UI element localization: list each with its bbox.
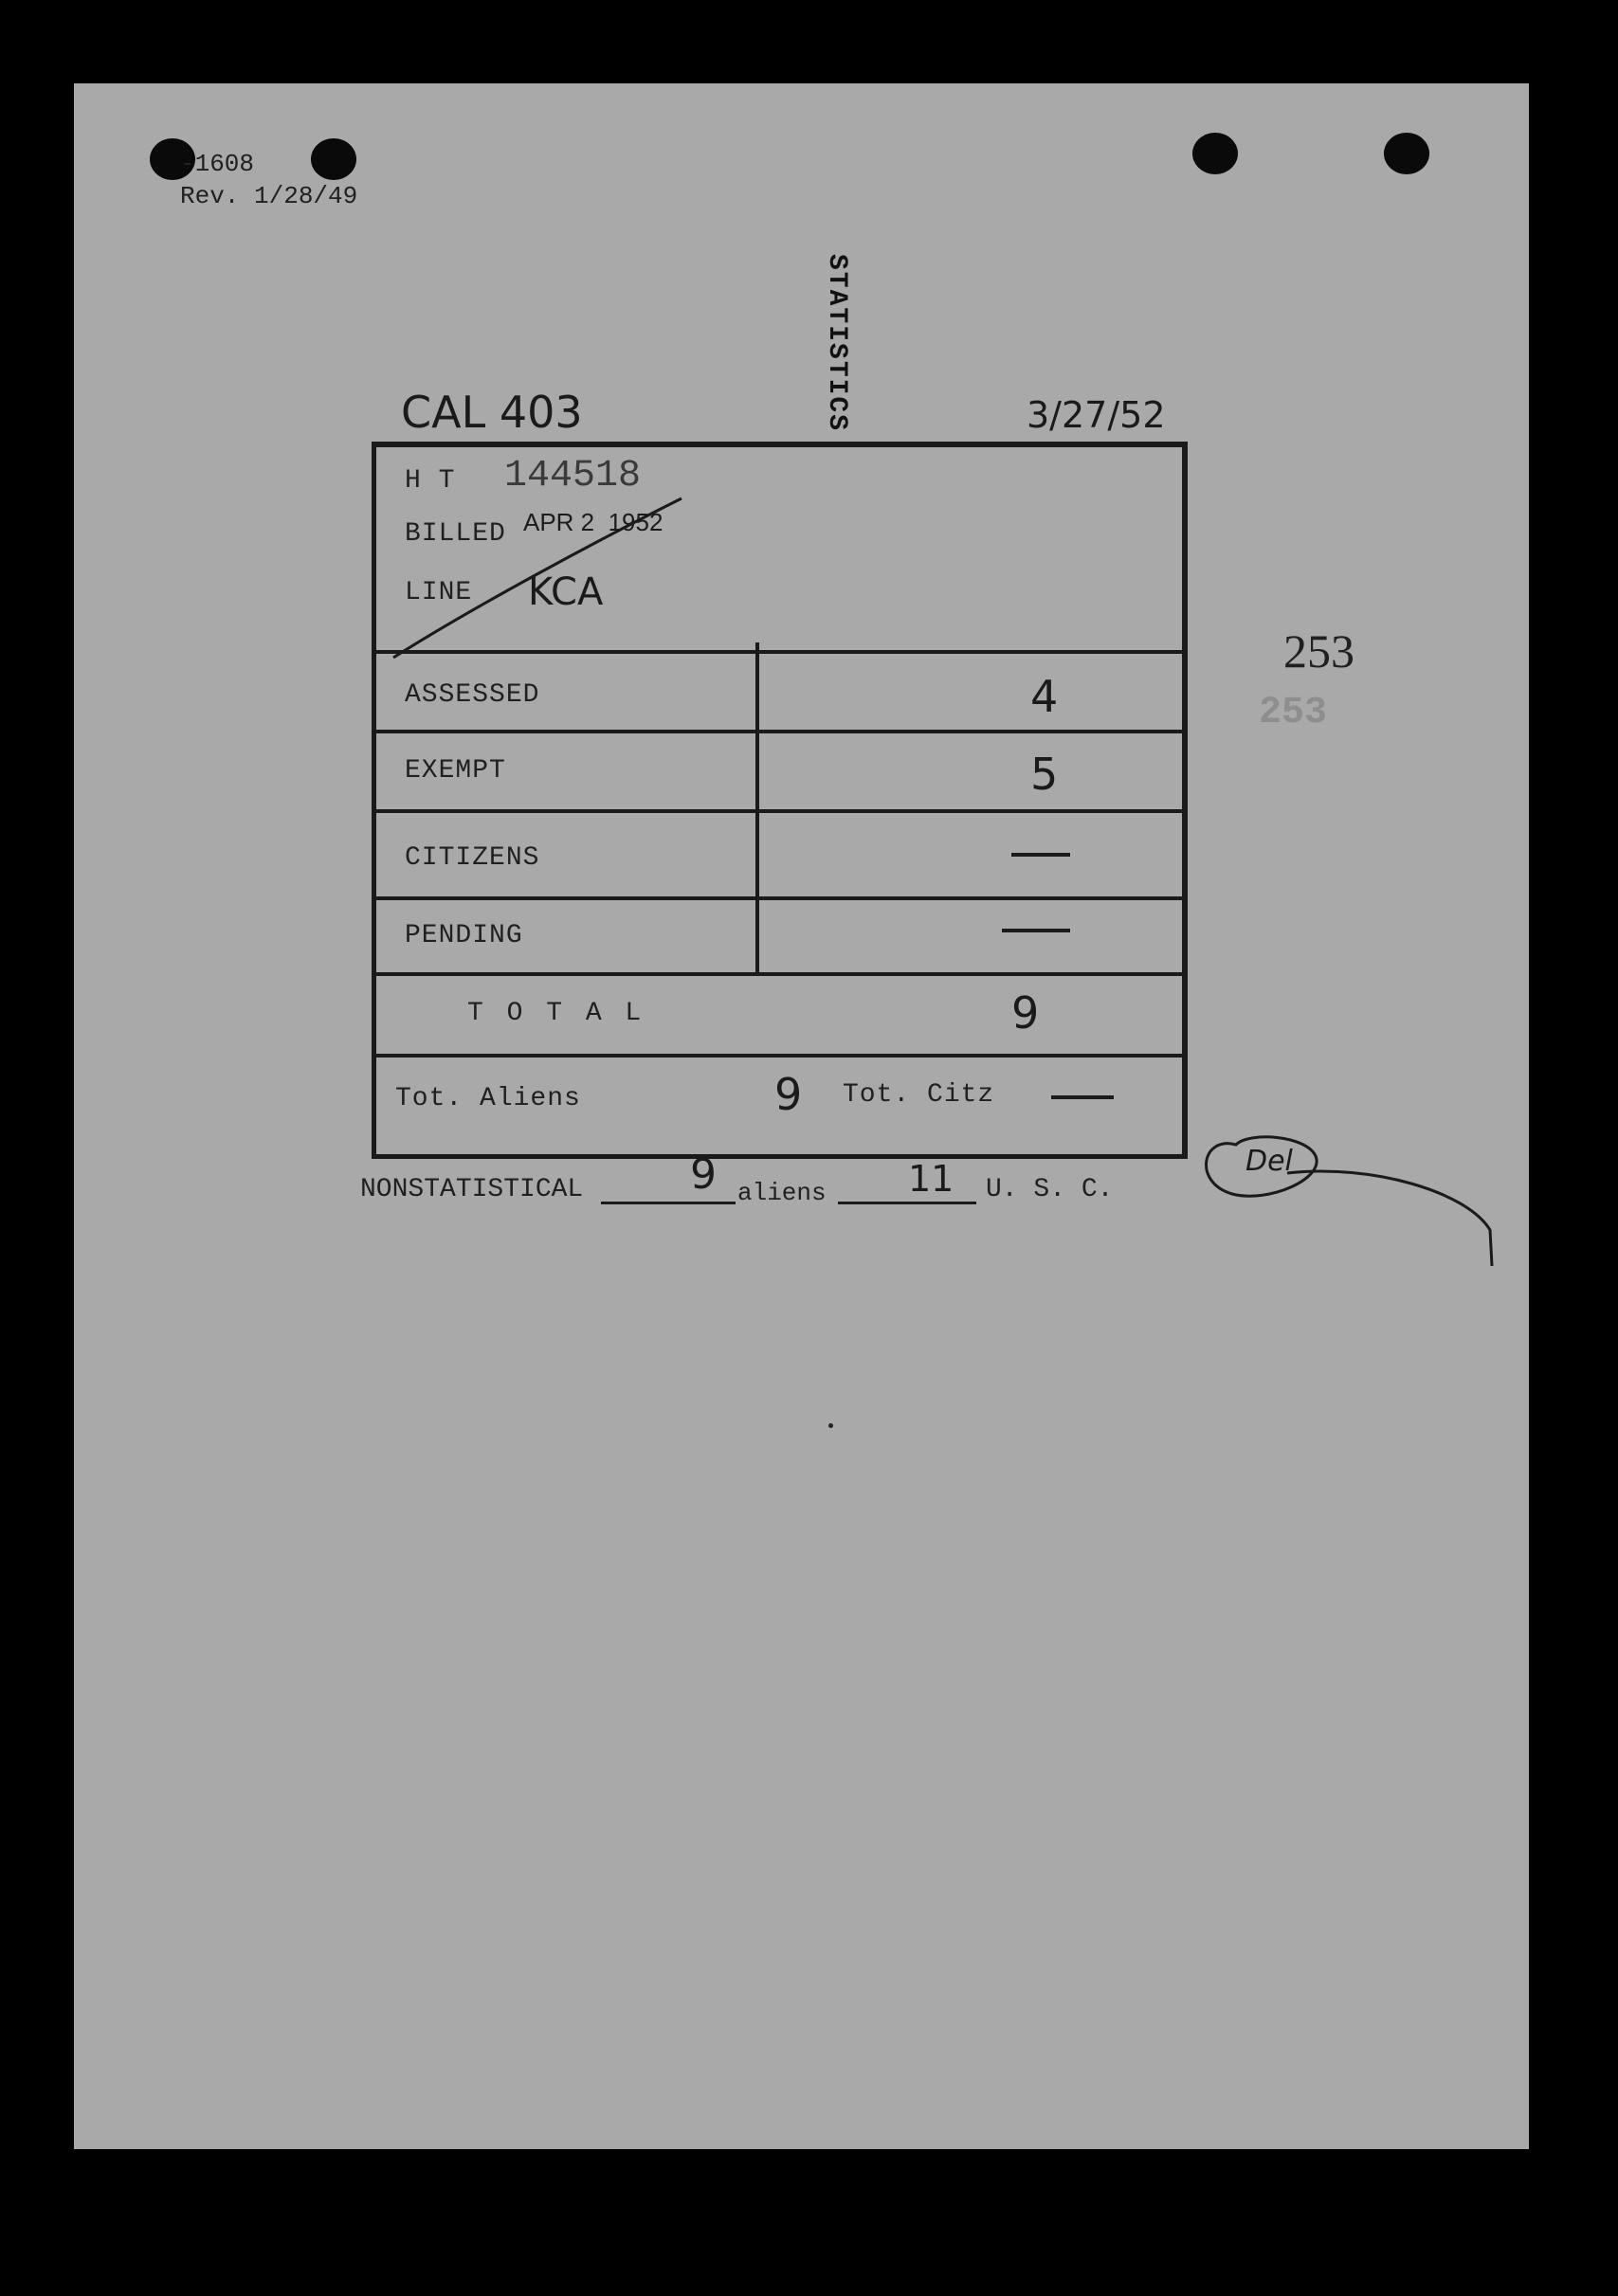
row-label-assessed: ASSESSED — [405, 680, 540, 710]
diagonal-pen-stroke — [386, 495, 689, 665]
punch-hole — [311, 138, 356, 180]
handwritten-initials-loop — [1164, 1088, 1505, 1296]
ink-speck — [828, 1423, 833, 1428]
document-page — [74, 83, 1529, 2149]
statistics-form — [372, 442, 1188, 1159]
column-divider — [755, 642, 759, 976]
nonstatistical-label: NONSTATISTICAL — [360, 1175, 584, 1204]
revision-date: Rev. 1/28/49 — [180, 182, 358, 210]
handwritten-code: CAL 403 — [401, 387, 583, 438]
total-citizens-label: Tot. Citz — [843, 1080, 995, 1110]
handwritten-date: 3/27/52 — [1027, 394, 1166, 436]
row-label-exempt: EXEMPT — [405, 756, 506, 786]
row-divider — [376, 1054, 1182, 1058]
line-label: LINE — [405, 578, 473, 607]
nonstatistical-usc-value: 11 — [908, 1158, 954, 1200]
nonstatistical-usc-underline — [838, 1202, 976, 1204]
row-value-assessed: 4 — [1030, 671, 1059, 722]
billed-label: BILLED — [405, 519, 506, 549]
row-value-pending-dash — [1002, 929, 1070, 932]
row-value-exempt: 5 — [1030, 749, 1059, 800]
total-label: T O T A L — [467, 999, 645, 1028]
total-aliens-value: 9 — [774, 1069, 803, 1120]
row-divider — [376, 650, 1182, 654]
page-number-faint: 253 — [1259, 692, 1328, 734]
row-divider — [376, 730, 1182, 733]
ht-label: H T — [405, 466, 456, 496]
nonstatistical-aliens-underline — [601, 1202, 736, 1204]
row-divider — [376, 896, 1182, 900]
billed-date-stamp: APR 2 1952 — [523, 508, 664, 536]
total-value: 9 — [1011, 987, 1040, 1039]
total-citizens-dash — [1051, 1095, 1114, 1099]
total-aliens-label: Tot. Aliens — [395, 1084, 581, 1113]
row-divider — [376, 809, 1182, 813]
form-number: -1608 — [180, 150, 255, 178]
nonstatistical-aliens-label: aliens — [737, 1179, 827, 1207]
ht-number: 144518 — [504, 455, 642, 497]
nonstatistical-aliens-value: 9 — [690, 1150, 717, 1199]
row-divider — [376, 972, 1182, 976]
nonstatistical-usc-label: U. S. C. — [986, 1175, 1114, 1204]
punch-hole — [1192, 133, 1238, 174]
row-value-citizens-dash — [1011, 853, 1070, 857]
line-value: KCA — [528, 570, 604, 614]
row-label-citizens: CITIZENS — [405, 843, 540, 873]
page-number: 253 — [1283, 624, 1354, 678]
punch-hole — [1384, 133, 1429, 174]
handwritten-initials: Del — [1245, 1145, 1293, 1178]
row-label-pending: PENDING — [405, 921, 523, 950]
statistics-stamp: STATISTICS — [822, 254, 851, 433]
